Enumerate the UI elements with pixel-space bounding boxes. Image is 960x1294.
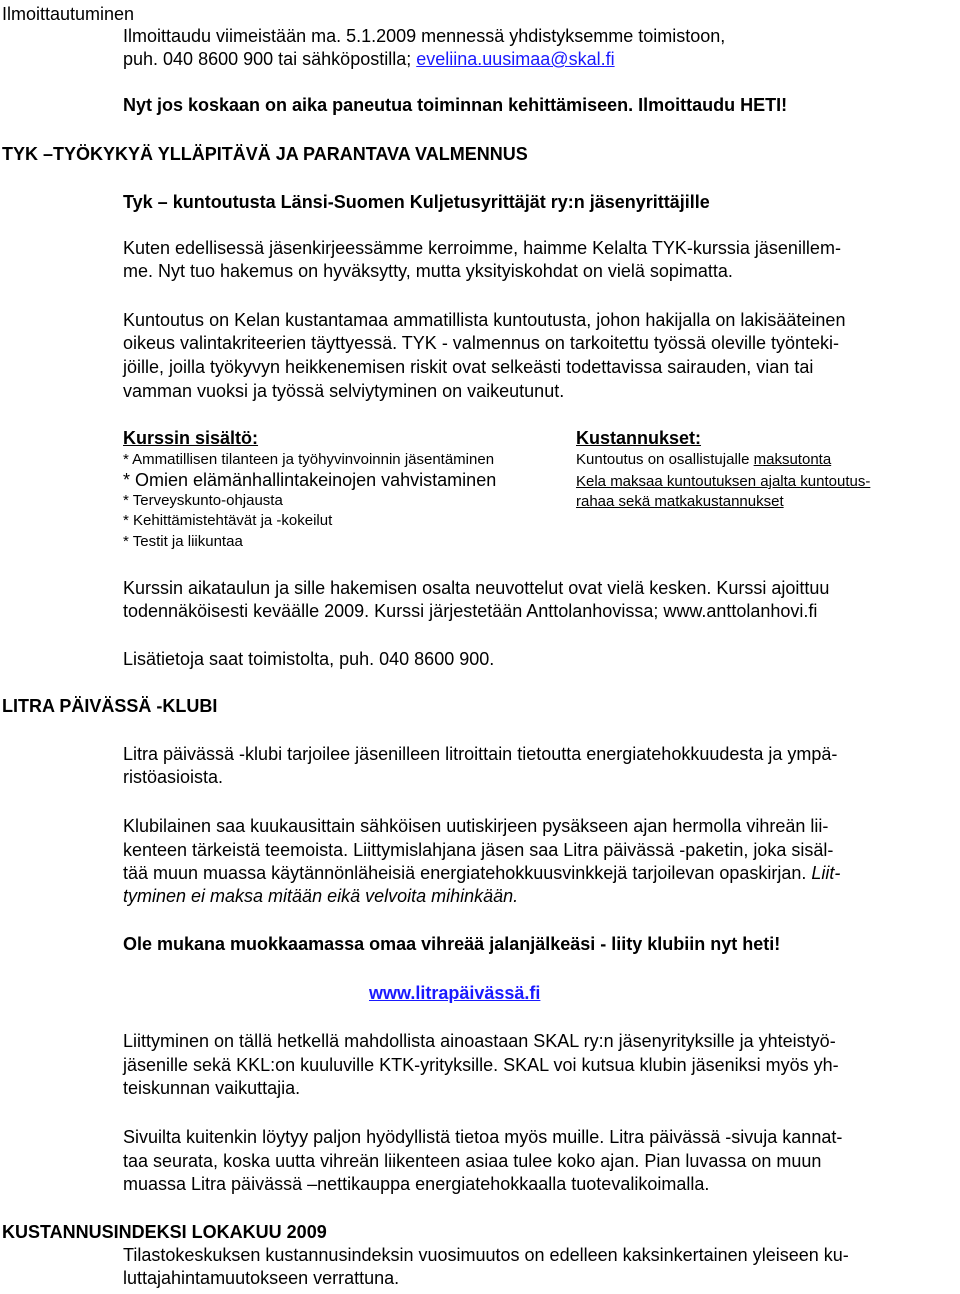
litra-cta: Ole mukana muokkaamassa omaa vihreää jalanjälkeäsi - liity klubiin nyt heti!: [123, 934, 781, 954]
litra-paragraph-line: taa seurata, koska uutta vihreän liikenteen asiaa tulee koko ajan. Pian luvassa on muun: [123, 1151, 822, 1171]
tyk-more-info: Lisätietoja saat toimistolta, puh. 040 8600 900.: [123, 649, 495, 669]
tyk-paragraph-line: jöille, joilla työkyvyn heikkenemisen riskit ovat selkeästi todettavissa sairauden, vian tai: [123, 357, 814, 377]
litra-free-note: Liit-: [811, 863, 841, 883]
tyk-paragraph-line: Kuten edellisessä jäsenkirjeessämme kerroimme, haimme Kelalta TYK-kurssia jäsenillem-: [123, 238, 841, 258]
litra-paragraph-line: jäsenille sekä KKL:on kuuluville KTK-yrityksille. SKAL voi kutsua klubin jäseniksi myös yh-: [123, 1055, 839, 1075]
litra-paragraph-line: Liittyminen on tällä hetkellä mahdollista ainoastaan SKAL ry:n jäsenyrityksille ja yhteistyö-: [123, 1031, 836, 1051]
litra-paragraph-line: Litra päivässä -klubi tarjoilee jäsenilleen litroittain tietoutta energiatehokkuudesta ja ympä-: [123, 744, 838, 764]
litra-paragraph-line: muassa Litra päivässä –nettikauppa energiatehokkaalla tuotevalikoimalla.: [123, 1174, 710, 1194]
course-content-item: * Ammatillisen tilanteen ja työhyvinvoinnin jäsentäminen: [123, 451, 495, 468]
litra-paragraph-line: kenteen tärkeistä teemoista. Liittymislahjana jäsen saa Litra päivässä -paketin, joka sisäl-: [123, 840, 834, 860]
litra-paragraph-line: [123, 862, 840, 884]
litra-paragraph-line: teiskunnan vaikuttajia.: [123, 1078, 301, 1098]
costs-heading: Kustannukset:: [576, 428, 702, 448]
section-heading-litra: LITRA PÄIVÄSSÄ -KLUBI: [2, 696, 218, 716]
tyk-paragraph-line: me. Nyt tuo hakemus on hyväksytty, mutta yksityiskohdat on vielä sopimatta.: [123, 261, 733, 281]
costs-line-prefix: Kuntoutus on osallistujalle: [576, 451, 754, 468]
litra-paragraph-line: ristöasioista.: [123, 767, 224, 787]
litra-paragraph-line: Klubilainen saa kuukausittain sähköisen uutiskirjeen pysäkseen ajan hermolla vihreän lii-: [123, 816, 829, 836]
index-paragraph-line: Tilastokeskuksen kustannusindeksin vuosimuutos on edelleen kaksinkertainen yleiseen ku-: [123, 1245, 849, 1265]
registration-cta: Nyt jos koskaan on aika paneutua toiminnan kehittämiseen. Ilmoittaudu HETI!: [123, 95, 788, 115]
tyk-paragraph-line: todennäköisesti keväälle 2009. Kurssi järjestetään Anttolanhovissa; www.anttolanhovi.fi: [123, 601, 818, 621]
course-content-item: * Testit ja liikuntaa: [123, 533, 243, 550]
course-content-item: * Omien elämänhallintakeinojen vahvistaminen: [123, 470, 497, 490]
email-link[interactable]: eveliina.uusimaa@skal.fi: [416, 49, 615, 69]
tyk-paragraph-line: Kuntoutus on Kelan kustantamaa ammatillista kuntoutusta, johon hakijalla on lakisääteinen: [123, 310, 846, 330]
tyk-paragraph-line: oikeus valintakriteerien täyttyessä. TYK - valmennus on tarkoitettu työssä oleville työnteki-: [123, 333, 840, 353]
costs-line: Kela maksaa kuntoutuksen ajalta kuntoutus-: [576, 473, 871, 490]
registration-text: Ilmoittaudu viimeistään ma. 5.1.2009 mennessä yhdistyksemme toimistoon,: [123, 26, 726, 46]
costs-free-text: maksutonta: [753, 451, 832, 468]
tyk-subheading: Tyk – kuntoutusta Länsi-Suomen Kuljetusyrittäjät ry:n jäsenyrittäjille: [123, 192, 710, 212]
course-content-item: * Terveyskunto-ohjausta: [123, 492, 283, 509]
registration-contact: [123, 48, 615, 70]
litra-line-prefix: tää muun muassa käytännönläheisiä energiatehokkuusvinkkejä tarjoilevan opaskirjan.: [123, 863, 812, 883]
registration-contact-prefix: puh. 040 8600 900 tai sähköpostilla;: [123, 49, 417, 69]
costs-line: rahaa sekä matkakustannukset: [576, 493, 784, 510]
litra-paragraph-line: Sivuilta kuitenkin löytyy paljon hyödyllistä tietoa myös muille. Litra päivässä -sivuja kannat-: [123, 1127, 843, 1147]
litra-website-link[interactable]: www.litrapäivässä.fi: [369, 983, 541, 1003]
litra-paragraph-line: tyminen ei maksa mitään eikä velvoita mihinkään.: [123, 886, 519, 906]
index-paragraph-line: luttajahintamuutokseen verrattuna.: [123, 1268, 400, 1288]
tyk-paragraph-line: vamman vuoksi ja työssä selviytyminen on vaikeutunut.: [123, 381, 565, 401]
course-content-heading: Kurssin sisältö:: [123, 428, 259, 448]
section-heading-ilmoittautuminen: Ilmoittautuminen: [2, 4, 135, 24]
section-heading-kustannusindeksi: KUSTANNUSINDEKSI LOKAKUU 2009: [2, 1222, 327, 1242]
tyk-paragraph-line: Kurssin aikataulun ja sille hakemisen osalta neuvottelut ovat vielä kesken. Kurssi ajoittuu: [123, 578, 830, 598]
section-heading-tyk: TYK –TYÖKYKYÄ YLLÄPITÄVÄ JA PARANTAVA VALMENNUS: [2, 144, 528, 164]
course-content-item: * Kehittämistehtävät ja -kokeilut: [123, 512, 333, 529]
costs-line: [576, 450, 831, 470]
